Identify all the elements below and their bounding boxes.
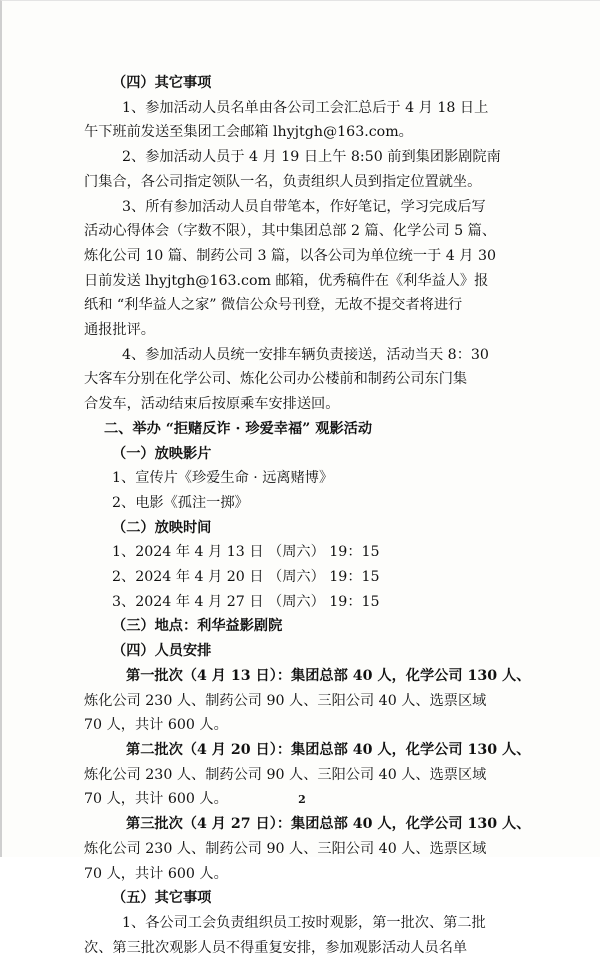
text-line: 70 人，共计 600 人。 xyxy=(84,717,228,734)
text-line: 纸和 “利华益人之家” 微信公众号刊登，无故不提交者将进行 xyxy=(84,297,463,314)
text-line: 炼化公司 230 人、制药公司 90 人、三阳公司 40 人、选票区域 xyxy=(84,692,487,709)
text-line: （一）放映影片 xyxy=(112,445,212,462)
text-line: （五）其它事项 xyxy=(112,890,212,907)
text-line: （四）人员安排 xyxy=(112,643,212,660)
page-number: 2 xyxy=(298,793,306,806)
text-line: 3、所有参加活动人员自带笔本，作好笔记，学习完成后写 xyxy=(122,198,486,215)
text-line: 炼化公司 230 人、制药公司 90 人、三阳公司 40 人、选票区域 xyxy=(84,766,487,783)
text-line: 70 人，共计 600 人。 xyxy=(84,791,228,808)
text-line: 炼化公司 10 篇、制药公司 3 篇，以各公司为单位统一于 4 月 30 xyxy=(84,247,497,264)
text-line: 通报批评。 xyxy=(84,322,155,339)
text-line: 4、参加活动人员统一安排车辆负责接送，活动当天 8：30 xyxy=(122,346,489,363)
text-line: 午下班前发送至集团工会邮箱 lhyjtgh@163.com。 xyxy=(84,124,413,141)
text-line: （三）地点：利华益影剧院 xyxy=(112,618,283,635)
text-line: 1、参加活动人员名单由各公司工会汇总后于 4 月 18 日上 xyxy=(122,99,489,116)
text-line: 3、2024 年 4 月 27 日 （周六） 19：15 xyxy=(112,593,380,610)
text-line: 第二批次（4 月 20 日）：集团总部 40 人，化学公司 130 人、 xyxy=(126,741,531,758)
text-line: （二）放映时间 xyxy=(112,519,212,536)
text-line: 日前发送 lhyjtgh@163.com 邮箱，优秀稿件在《利华益人》报 xyxy=(84,272,489,289)
document-body xyxy=(84,71,552,960)
text-line: 1、2024 年 4 月 13 日 （周六） 19：15 xyxy=(112,544,380,561)
text-line: 70 人，共计 600 人。 xyxy=(84,865,228,882)
text-line: 炼化公司 230 人、制药公司 90 人、三阳公司 40 人、选票区域 xyxy=(84,840,487,857)
text-line: 第一批次（4 月 13 日）：集团总部 40 人，化学公司 130 人、 xyxy=(126,667,531,684)
text-line: 二、举办 “拒赌反诈 · 珍爱幸福” 观影活动 xyxy=(104,420,373,437)
text-line: 2、2024 年 4 月 20 日 （周六） 19：15 xyxy=(112,569,380,586)
text-line: 活动心得体会（字数不限），其中集团总部 2 篇、化学公司 5 篇、 xyxy=(84,223,497,240)
text-line: （四）其它事项 xyxy=(112,75,212,91)
text-line: 大客车分别在化学公司、炼化公司办公楼前和制药公司东门集 xyxy=(84,371,468,388)
text-line: 门集合，各公司指定领队一名，负责组织人员到指定位置就坐。 xyxy=(84,173,482,190)
text-line: 第三批次（4 月 27 日）：集团总部 40 人，化学公司 130 人、 xyxy=(126,816,531,833)
text-line: 合发车，活动结束后按原乘车安排送回。 xyxy=(84,396,340,413)
text-line: 1、各公司工会负责组织员工按时观影，第一批次、第二批 xyxy=(122,914,486,931)
text-line: 2、电影《孤注一掷》 xyxy=(112,494,249,511)
text-line: 2、参加活动人员于 4 月 19 日上午 8:50 前到集团影剧院南 xyxy=(122,149,501,166)
text-line: 次、第三批次观影人员不得重复安排，参加观影活动人员名单 xyxy=(84,939,468,956)
text-line: 1、宣传片《珍爱生命 · 远离赌博》 xyxy=(112,470,334,487)
